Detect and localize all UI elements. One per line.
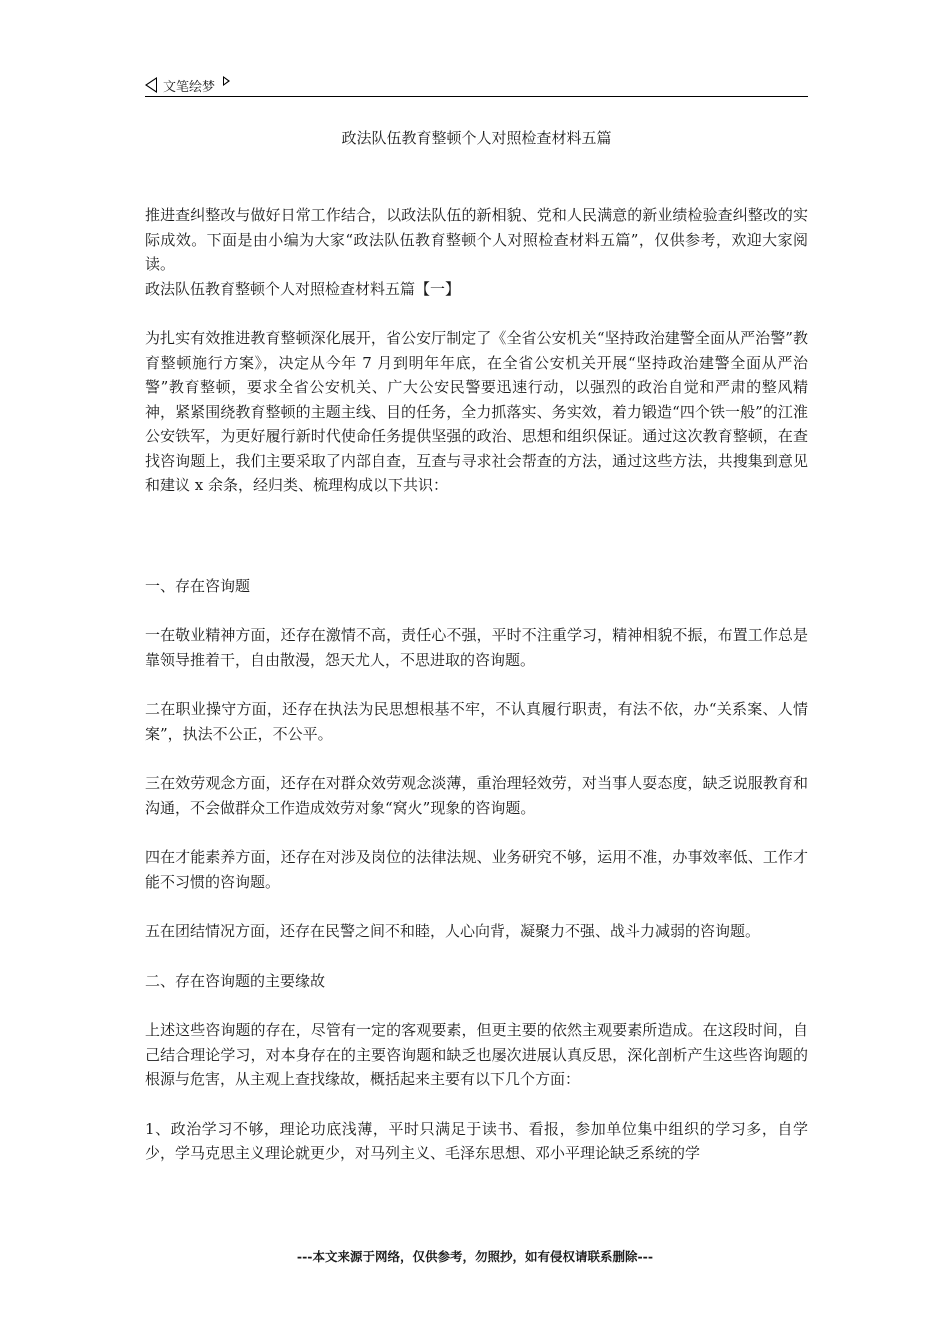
paragraph-3: 1、政治学习不够，理论功底浅薄，平时只满足于读书、看报，参加单位集中组织的学习多，自学少，学马克思主义理论就更少，对马列主义、毛泽东思想、邓小平理论缺乏系统的学 — [145, 1119, 808, 1162]
list-item-4: 四在才能素养方面，还存在对涉及岗位的法律法规、业务研究不够，运用不准，办事效率低、工作才能不习惯的咨询题。 — [145, 848, 808, 891]
heading-1: 一、存在咨询题 — [145, 576, 251, 595]
document-body — [145, 203, 808, 1166]
list-item-2: 二在职业操守方面，还存在执法为民思想根基不牢，不认真履行职责，有法不依，办“关系案、人情案”，执法不公正，不公平。 — [145, 700, 808, 743]
document-title: 政法队伍教育整顿个人对照检查材料五篇 — [341, 129, 612, 147]
paragraph-1: 为扎实有效推进教育整顿深化展开，省公安厅制定了《全省公安机关“坚持政治建警全面从严治警”教育整顿施行方案》，决定从今年 7 月到明年年底，在全省公安机关开展“坚持政治建警全面从严治警”教育整顿，要求全省公安机关、广大公安民警要迅速行动，以强烈的政治自觉和严肃的整风精神，紧紧围绕教育整顿的主题主线、目的任务，全力抓落实、务实效，着力锻造“四个铁一般”的江淮公安铁军，为更好履行新时代使命任务提供坚强的政治、思想和组织保证。通过这次教育整顿，在查找咨询题上，我们主要采取了内部自查，互查与寻求社会帮查的方法，通过这些方法，共搜集到意见和建议 x 余条，经归类、梳理构成以下共识： — [145, 329, 808, 494]
heading-2: 二、存在咨询题的主要缘故 — [145, 971, 326, 990]
header-brand: 文笔绘梦 — [163, 79, 216, 95]
paragraph-2: 上述这些咨询题的存在，尽管有一定的客观要素，但更主要的依然主观要素所造成。在这段时间，自己结合理论学习，对本身存在的主要咨询题和缺乏也屡次进展认真反思，深化剖析产生这些咨询题的根源与危害，从主观上查找缘故，概括起来主要有以下几个方面： — [145, 1021, 808, 1088]
page-footer: ---本文来源于网络，仅供参考，勿照抄，如有侵权请联系删除--- — [296, 1249, 654, 1264]
triangle-right-icon — [223, 76, 230, 86]
list-item-1: 一在敬业精神方面，还存在激情不高，责任心不强，平时不注重学习，精神相貌不振，布置工作总是靠领导推着干，自由散漫，怨天尤人，不思进取的咨询题。 — [145, 626, 808, 669]
intro-paragraph: 推进查纠整改与做好日常工作结合，以政法队伍的新相貌、党和人民满意的新业绩检验查纠整改的实际成效。下面是由小编为大家“政法队伍教育整顿个人对照检查材料五篇”，仅供参考，欢迎大家阅读。 — [145, 206, 808, 273]
section-heading: 政法队伍教育整顿个人对照检查材料五篇【一】 — [145, 279, 461, 298]
triangle-left-icon — [145, 77, 157, 93]
page-header — [145, 74, 808, 97]
list-item-5: 五在团结情况方面，还存在民警之间不和睦，人心向背，凝聚力不强、战斗力减弱的咨询题。 — [145, 922, 761, 940]
list-item-3: 三在效劳观念方面，还存在对群众效劳观念淡薄，重治理轻效劳，对当事人耍态度，缺乏说服教育和沟通，不会做群众工作造成效劳对象“窝火”现象的咨询题。 — [145, 774, 808, 817]
